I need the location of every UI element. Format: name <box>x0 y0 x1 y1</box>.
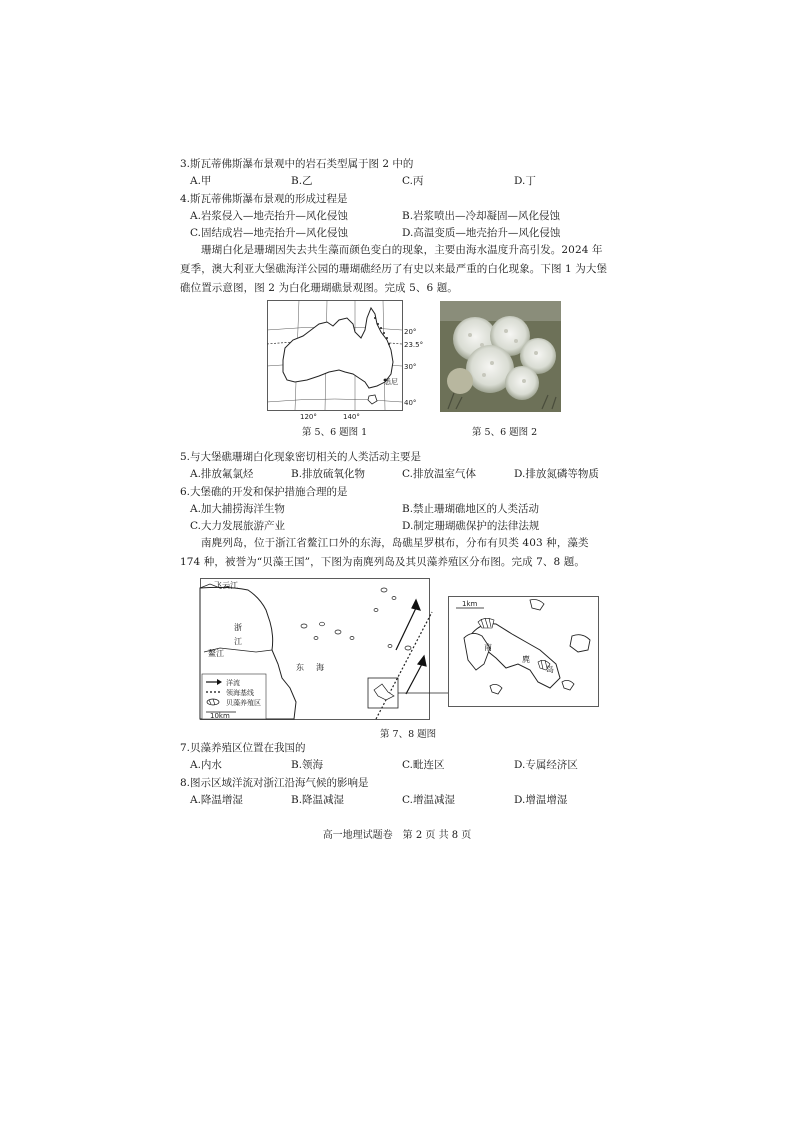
legend-baseline-label: 领海基线 <box>226 689 254 697</box>
legend-current-label: 洋流 <box>226 679 240 687</box>
lat-30-label: 30° <box>404 363 417 371</box>
q3-option-c: C.丙 <box>402 175 424 187</box>
east-sea-label-2: 海 <box>316 663 324 672</box>
zhejiang-label-2: 江 <box>234 637 242 646</box>
figure-2-caption: 第 5、6 题图 2 <box>472 427 538 438</box>
q8-option-c: C.增温减湿 <box>402 794 455 806</box>
q6-option-a: A.加大捕捞海洋生物 <box>190 503 285 515</box>
lat-23-5-label: 23.5° <box>404 341 424 349</box>
q6-option-b: B.禁止珊瑚礁地区的人类活动 <box>402 503 540 515</box>
lon-120-label: 120° <box>300 413 317 421</box>
passage-7-8: 南麂列岛，位于浙江省鳌江口外的东海，岛礁星罗棋布，分布有贝类 403 种，藻类 174 种，被誉为“贝藻王国”，下图为南麂列岛及其贝藻养殖区分布图。完成 7、8 题。 <box>180 537 589 568</box>
lat-40-label: 40° <box>404 399 417 407</box>
east-sea-label-1: 东 <box>296 663 304 672</box>
question-3-stem: 3.斯瓦蒂佛斯瀑布景观中的岩石类型属于图 2 中的 <box>180 158 414 170</box>
feiyun-river-label: 飞云江 <box>214 581 238 590</box>
q7-option-c: C.毗连区 <box>402 759 445 771</box>
q4-option-c: C.固结成岩—地壳抬升—风化侵蚀 <box>190 227 348 239</box>
question-4-stem: 4.斯瓦蒂佛斯瀑布景观的形成过程是 <box>180 193 348 205</box>
q8-option-b: B.降温减湿 <box>291 794 345 806</box>
nanji-islands-map-figure <box>200 578 602 722</box>
q7-option-a: A.内水 <box>190 759 222 771</box>
q3-option-a: A.甲 <box>190 175 212 187</box>
sydney-label: 悉尼 <box>384 378 398 386</box>
figure-3-caption: 第 7、8 题图 <box>380 729 437 740</box>
q7-option-b: B.领海 <box>291 759 324 771</box>
ji-label: 麂 <box>522 655 530 664</box>
q3-option-b: B.乙 <box>291 175 313 187</box>
page-footer: 高一地理试题卷 第 2 页 共 8 页 <box>322 830 472 841</box>
passage-5-6: 珊瑚白化是珊瑚因失去共生藻而颜色变白的现象，主要由海水温度升高引发。2024 年夏季，澳大利亚大堡礁海洋公园的珊瑚礁经历了有史以来最严重的白化现象。下图 1 为大堡礁位置示意图，图 2 为白化珊瑚礁景观图。完成 5、6 题。 <box>180 244 608 294</box>
q5-option-d: D.排放氮磷等物质 <box>514 468 599 480</box>
dao-label: 岛 <box>546 665 554 674</box>
q5-option-a: A.排放氟氯烃 <box>190 468 254 480</box>
q4-option-d: D.高温变质—地壳抬升—风化侵蚀 <box>402 227 561 239</box>
q6-option-c: C.大力发展旅游产业 <box>190 520 285 532</box>
lon-140-label: 140° <box>343 413 360 421</box>
q5-option-b: B.排放硫氧化物 <box>291 468 366 480</box>
bleached-coral-photo <box>440 301 561 412</box>
q7-option-d: D.专属经济区 <box>514 759 578 771</box>
inset-scale-label: 1km <box>462 600 478 608</box>
q5-option-c: C.排放温室气体 <box>402 468 476 480</box>
australia-map-figure <box>267 300 427 421</box>
aojiang-label: 鳌江 <box>208 649 224 658</box>
main-scale-label: 10km <box>210 712 230 720</box>
q6-option-d: D.制定珊瑚礁保护的法律法规 <box>402 520 540 532</box>
q4-option-a: A.岩浆侵入—地壳抬升—风化侵蚀 <box>190 210 348 222</box>
question-5-stem: 5.与大堡礁珊瑚白化现象密切相关的人类活动主要是 <box>180 451 422 463</box>
q3-option-d: D.丁 <box>514 175 536 187</box>
q8-option-a: A.降温增湿 <box>190 794 243 806</box>
question-7-stem: 7.贝藻养殖区位置在我国的 <box>180 742 306 754</box>
lat-20-label: 20° <box>404 328 417 336</box>
question-8-stem: 8.图示区域洋流对浙江沿海气候的影响是 <box>180 777 369 789</box>
figure-1-caption: 第 5、6 题图 1 <box>302 427 368 438</box>
nan-label: 南 <box>484 643 492 652</box>
legend-aquaculture-label: 贝藻养殖区 <box>226 699 261 707</box>
q4-option-b: B.岩浆喷出—冷却凝固—风化侵蚀 <box>402 210 561 222</box>
question-6-stem: 6.大堡礁的开发和保护措施合理的是 <box>180 486 348 498</box>
zhejiang-label-1: 浙 <box>234 623 242 632</box>
q8-option-d: D.增温增湿 <box>514 794 568 806</box>
